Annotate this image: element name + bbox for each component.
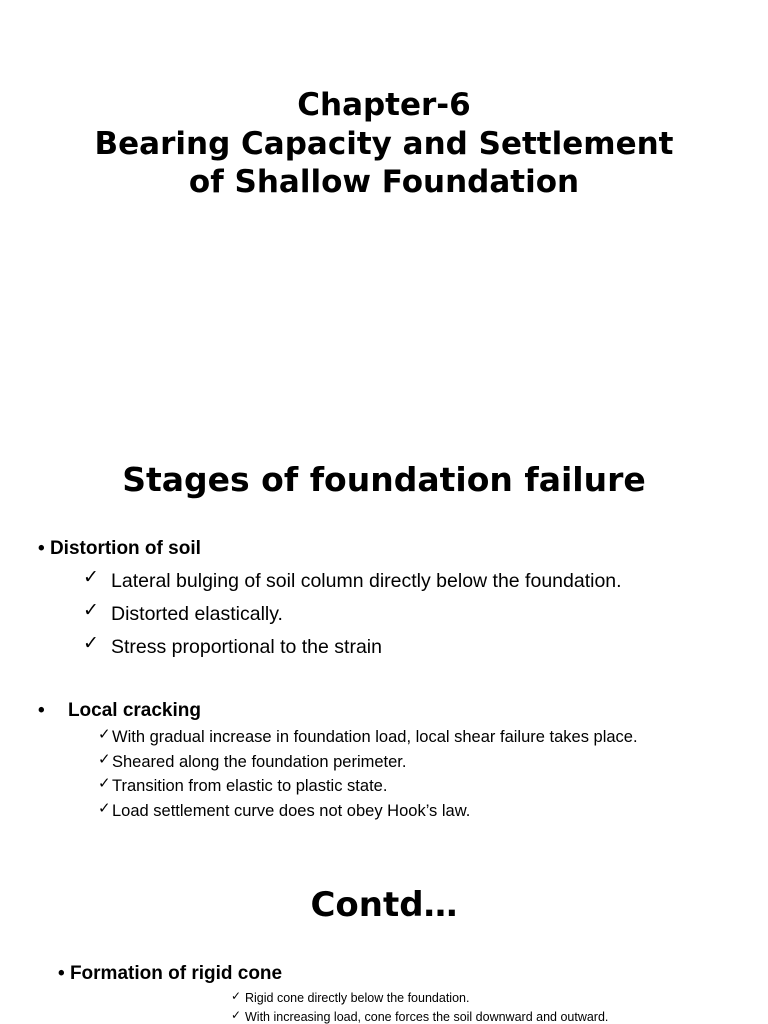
list-item-text: Lateral bulging of soil column directly below the foundation. <box>111 570 622 592</box>
section-distortion-of-soil <box>38 538 201 560</box>
list-item-text: Distorted elastically. <box>111 603 283 625</box>
checkmark-icon: ✓ <box>231 1008 242 1022</box>
bullet: • <box>38 538 45 559</box>
section-label: Local cracking <box>67 700 201 721</box>
section-label: Distortion of soil <box>49 538 201 559</box>
list-item-text: Stress proportional to the strain <box>111 636 382 658</box>
chapter-title-line-3: of Shallow Foundation <box>188 164 580 200</box>
checkmark-icon: ✓ <box>98 726 111 743</box>
checkmark-icon: ✓ <box>98 751 111 768</box>
checkmark-icon: ✓ <box>98 800 111 817</box>
list-item-text: Load settlement curve does not obey Hook’s law. <box>112 802 471 820</box>
list-item-text: With gradual increase in foundation load, local shear failure takes place. <box>112 728 638 746</box>
contd-heading: Contd… <box>310 885 458 925</box>
stages-heading: Stages of foundation failure <box>122 460 646 499</box>
checkmark-icon: ✓ <box>98 775 111 792</box>
bullet: • <box>38 700 45 721</box>
section-local-cracking <box>38 700 201 722</box>
list-item-text: Transition from elastic to plastic state. <box>112 777 388 795</box>
checkmark-icon: ✓ <box>231 989 242 1003</box>
list-item-text: Sheared along the foundation perimeter. <box>112 753 407 771</box>
chapter-number: Chapter-6 <box>297 87 471 123</box>
section-formation-of-rigid-cone <box>58 963 282 985</box>
bullet: • <box>58 963 65 984</box>
checkmark-icon: ✓ <box>83 600 99 621</box>
checkmark-icon: ✓ <box>83 567 99 588</box>
chapter-title-line-2: Bearing Capacity and Settlement <box>94 125 674 162</box>
chapter-title <box>0 86 768 202</box>
list-item-text: Rigid cone directly below the foundation. <box>245 991 470 1005</box>
section-label: Formation of rigid cone <box>69 963 283 984</box>
list-item-text: With increasing load, cone forces the soil downward and outward. <box>245 1010 609 1024</box>
checkmark-icon: ✓ <box>83 633 99 654</box>
